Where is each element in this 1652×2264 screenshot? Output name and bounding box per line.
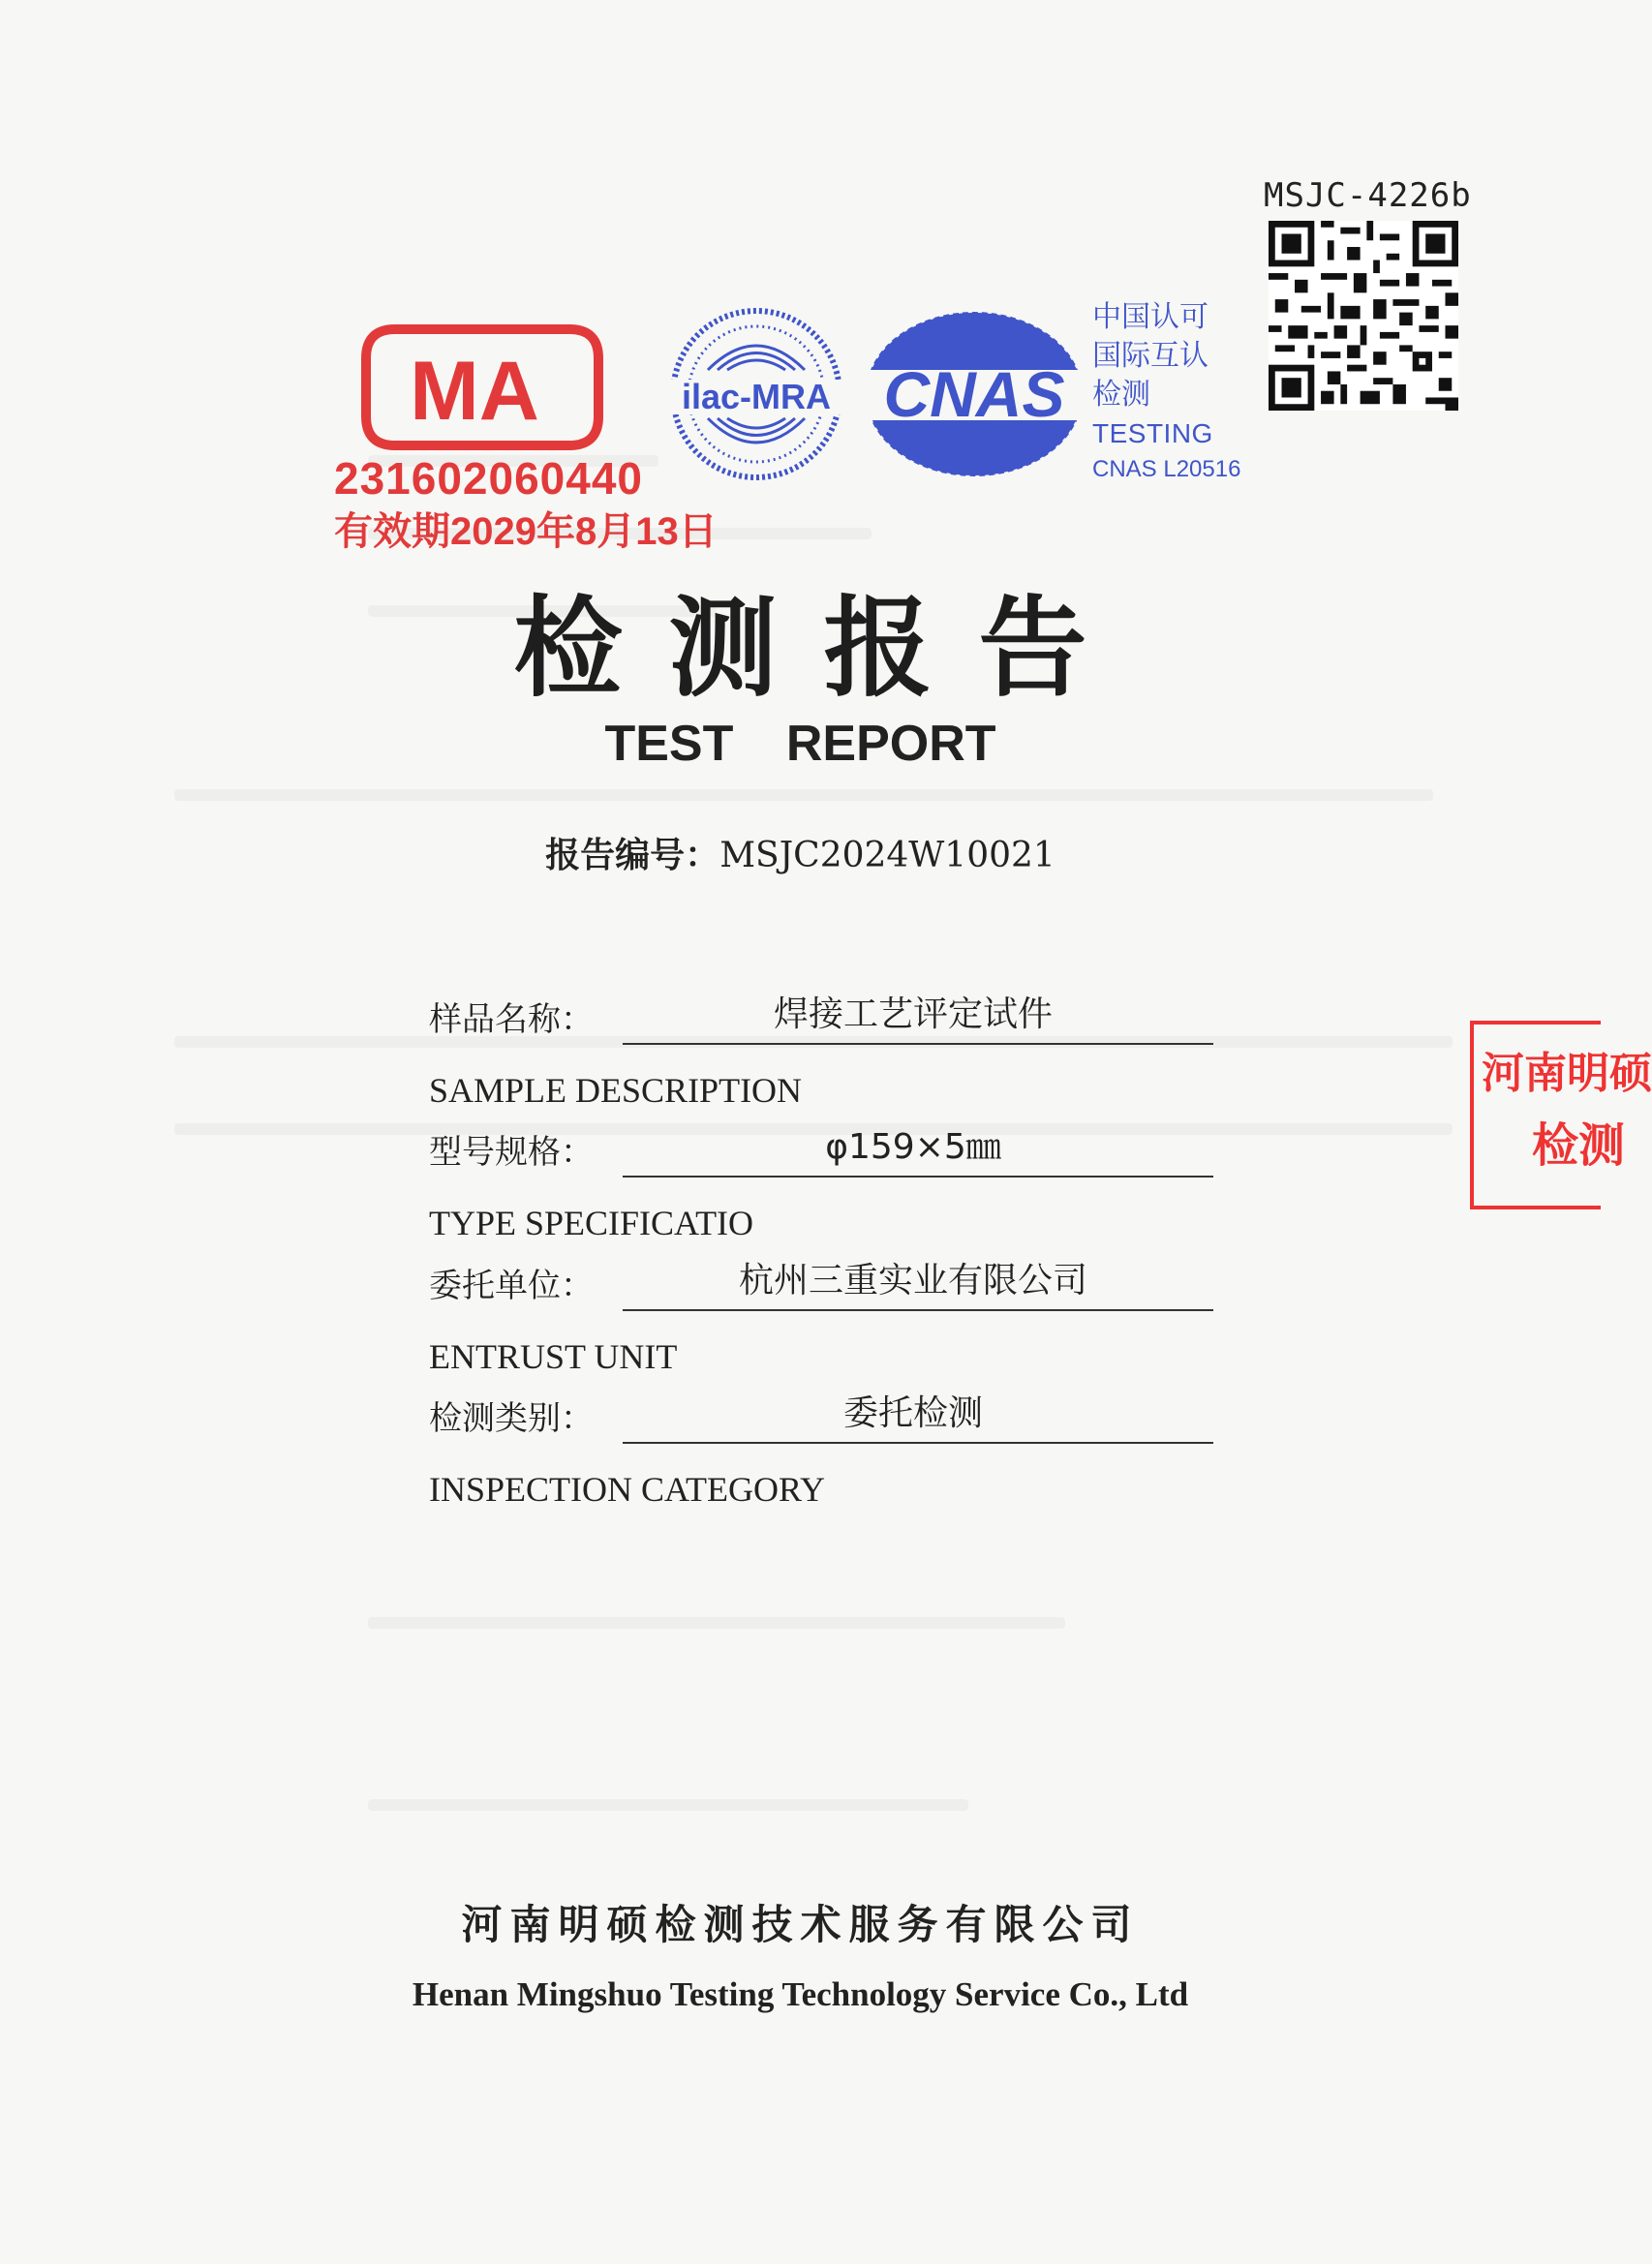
type-label-en: TYPE SPECIFICATIO [429, 1204, 754, 1242]
company-name-english: Henan Mingshuo Testing Technology Service Co., Ltd [412, 1975, 1189, 2013]
inspect-label-cn: 检测类别： [429, 1399, 594, 1438]
cnas-line-4: TESTING [1092, 418, 1213, 448]
cnas-line-2: 国际互认 [1092, 340, 1208, 372]
type-underline [623, 1176, 1213, 1178]
cnas-logo [858, 302, 1090, 486]
edge-seal-line-2: 检测 [1532, 1118, 1626, 1173]
cnas-accreditation-text [1092, 298, 1240, 486]
entrust-label-cn: 委托单位： [429, 1267, 594, 1305]
cnas-logo-text: CNAS [883, 358, 1065, 430]
inspect-value: 委托检测 [842, 1393, 983, 1433]
entrust-label-en: ENTRUST UNIT [429, 1337, 678, 1376]
cnas-line-5: CNAS L20516 [1092, 456, 1241, 482]
bleed-through [368, 1799, 968, 1811]
qr-code [1269, 221, 1458, 411]
field-inspection-category [429, 1392, 1223, 1523]
type-label-cn: 型号规格： [429, 1133, 594, 1172]
edge-seal-stamp [1470, 1021, 1652, 1209]
document-code: MSJC-4226b [1264, 176, 1472, 215]
ilac-logo-text: ilac-MRA [681, 377, 832, 416]
field-entrust-unit [429, 1259, 1223, 1391]
cnas-line-3: 检测 [1092, 379, 1150, 411]
sample-value: 焊接工艺评定试件 [773, 994, 1053, 1034]
type-value: φ159×5㎜ [825, 1127, 1001, 1167]
report-number [0, 828, 1601, 877]
report-number-label: 报告编号： [545, 836, 720, 875]
edge-seal-line-1: 河南明硕 [1482, 1049, 1652, 1098]
cma-logo [356, 320, 608, 455]
cma-validity: 有效期2029年8月13日 [334, 510, 718, 553]
bleed-through [368, 1617, 1065, 1629]
cnas-line-1: 中国认可 [1092, 301, 1208, 333]
inspect-underline [623, 1442, 1213, 1444]
cma-number: 231602060440 [334, 453, 643, 504]
sample-label-cn: 样品名称： [429, 1000, 594, 1039]
company-name-chinese: 河南明硕检测技术服务有限公司 [461, 1901, 1140, 1948]
inspect-label-en: INSPECTION CATEGORY [429, 1470, 826, 1509]
field-sample-description [429, 993, 1223, 1124]
cma-logo-text: MA [410, 345, 539, 438]
entrust-value: 杭州三重实业有限公司 [738, 1261, 1087, 1300]
field-type-specification [429, 1125, 1223, 1257]
sample-label-en: SAMPLE DESCRIPTION [429, 1071, 803, 1110]
title-chinese: 检测报告 [513, 585, 1134, 712]
bleed-through [174, 789, 1433, 801]
sample-underline [623, 1043, 1213, 1045]
entrust-underline [623, 1309, 1213, 1311]
title-english: TEST REPORT [604, 716, 996, 772]
ilac-mra-logo [655, 302, 858, 486]
report-number-value: MSJC2024W10021 [719, 836, 1055, 875]
